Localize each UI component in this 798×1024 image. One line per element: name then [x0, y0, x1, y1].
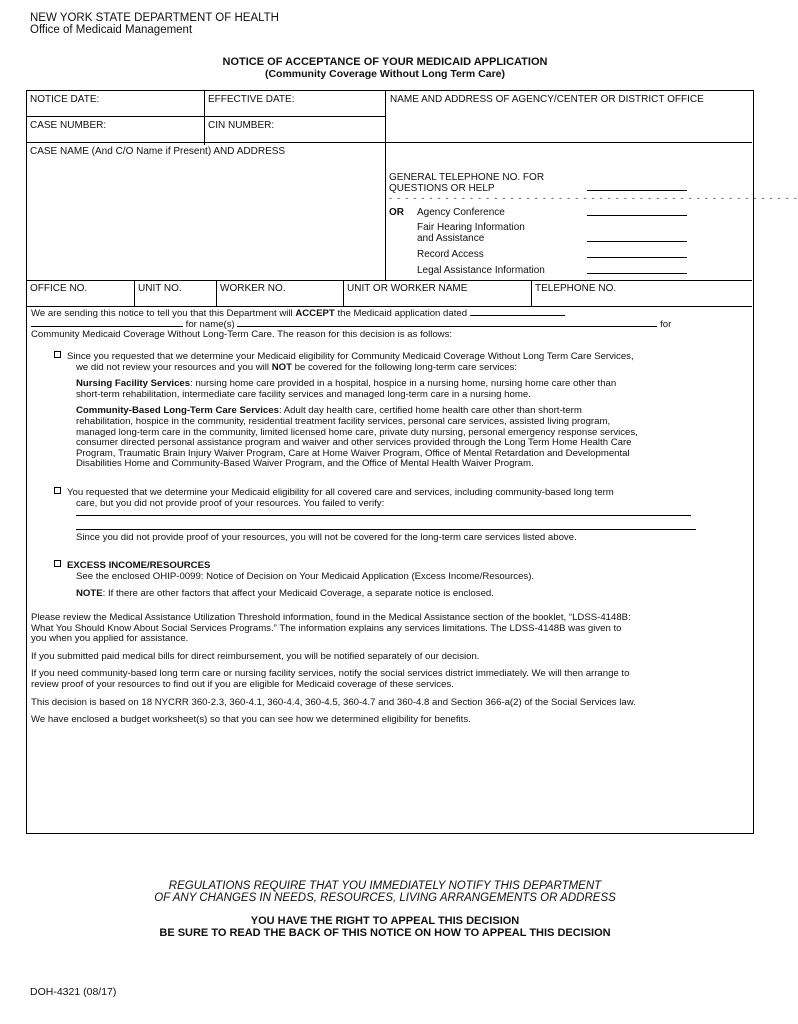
form-id: DOH-4321 (08/17)	[30, 986, 117, 998]
page-subtitle: (Community Coverage Without Long Term Care)	[264, 68, 506, 80]
case-name-label: CASE NAME (And C/O Name if Present) AND ADDRESS	[30, 146, 286, 157]
general-telephone-label: GENERAL TELEPHONE NO. FOR	[389, 172, 545, 183]
page-title: NOTICE OF ACCEPTANCE OF YOUR MEDICAID APPLICATION	[222, 56, 548, 68]
option-no-proof: You requested that we determine your Medicaid eligibility for all covered care and services, including community-based long term care, but you did not provide proof of your resources. You failed to verify: Since you did not provide proof of your resources, you will not be covered for the long-term care services listed above.	[54, 487, 746, 544]
legal-assistance-label: Legal Assistance Information	[417, 265, 545, 276]
unit-no-label: UNIT NO.	[138, 283, 182, 294]
telephone-no-label: TELEPHONE NO.	[535, 283, 617, 294]
office-name: Office of Medicaid Management	[30, 24, 193, 36]
effective-date-label: EFFECTIVE DATE:	[208, 94, 295, 105]
option-no-ltc: Since you requested that we determine your Medicaid eligibility for Community Medicaid Coverage Without Long Term Care Services, we did not review your resources and you will NOT be covered for the following long-term care services: Nursing Facility Services: nursing home care provided in a hospital, hospice in a nursing home, nursing home care other than short-term rehabilitation, intermediate care facility services and managed long-term care in a nursing home. Community-Based Long-Term Care Services: Adult day health care, certified home health care other than short-term rehabilitation, hospice in the community, residential treatment facility services, personal care services, assisted living program, managed long-term care in the community, limited licensed home care, private duty nursing, personal emergency response services, consumer directed personal assistance program and waiver and other services provided through the Long Term Home Health Care Program, Traumatic Brain Injury Waiver Program, Care at Home Waiver Program, Office of Mental Retardation and Developmental Disabilities Home and Community-Based Waiver Program, and the Office of Mental Health Waiver Program.	[54, 351, 746, 470]
agency-conference-label: Agency Conference	[417, 207, 505, 218]
regulations-line-1: REGULATIONS REQUIRE THAT YOU IMMEDIATELY NOTIFY THIS DEPARTMENT	[168, 880, 602, 892]
office-no-label: OFFICE NO.	[30, 283, 88, 294]
option-no-ltc-checkbox[interactable]	[54, 351, 61, 358]
or-label: OR	[389, 207, 404, 218]
cin-number-label: CIN NUMBER:	[208, 120, 275, 131]
regulations-line-2: OF ANY CHANGES IN NEEDS, RESOURCES, LIVING ARRANGEMENTS OR ADDRESS	[154, 892, 616, 904]
dashed-divider: - - - - - - - - - - - - - - - - - - - - - - - - - - - - - - - - - - - - - - - - - - - - - - - - - - -	[389, 193, 798, 203]
closing-paragraphs: Please review the Medical Assistance Utilization Threshold information, found in the Medical Assistance section of the booklet, “LDSS-4148B: What You Should Know About Social Services Programs.” The information explains any services limitations. The LDSS-4148B was given to you when you applied for assistance. If you submitted paid medical bills for direct reimbursement, you will be notified separately of our decision. If you need community-based long term care or nursing facility services, notify the social services district immediately. We will then arrange to review proof of your resources to find out if you are eligible for Medicaid coverage of these services. This decision is based on 18 NYCRR 360-2.3, 360-4.1, 360-4.4, 360-4.5, 360-4.7 and 360-4.8 and Section 366-a(2) of the Social Services law. We have enclosed a budget worksheet(s) so that you can see how we determined eligibility for benefits.	[31, 612, 636, 726]
verify-line-1[interactable]	[76, 515, 691, 516]
agency-address-label: NAME AND ADDRESS OF AGENCY/CENTER OR DISTRICT OFFICE	[390, 94, 704, 105]
intro-paragraph: We are sending this notice to tell you that this Department will ACCEPT the Medicaid application dated for name(s) for Community Medicaid Coverage Without Long-Term Care. The reason for this decision is as follows:	[31, 308, 672, 341]
fair-hearing-assistance-label: and Assistance	[417, 233, 485, 244]
questions-help-label: QUESTIONS OR HELP	[389, 183, 495, 194]
appeal-instructions: BE SURE TO READ THE BACK OF THIS NOTICE ON HOW TO APPEAL THIS DECISION	[159, 927, 611, 939]
appeal-right: YOU HAVE THE RIGHT TO APPEAL THIS DECISION	[250, 915, 520, 927]
option-excess-checkbox[interactable]	[54, 560, 61, 567]
record-access-label: Record Access	[417, 249, 484, 260]
fair-hearing-label: Fair Hearing Information	[417, 222, 525, 233]
verify-line-2[interactable]	[76, 529, 696, 530]
notice-date-label: NOTICE DATE:	[30, 94, 100, 105]
case-number-label: CASE NUMBER:	[30, 120, 107, 131]
unit-worker-name-label: UNIT OR WORKER NAME	[347, 283, 468, 294]
option-no-proof-checkbox[interactable]	[54, 487, 61, 494]
option-excess: EXCESS INCOME/RESOURCES See the enclosed OHIP-0099: Notice of Decision on Your Medicaid Application (Excess Income/Resources). NOTE: If there are other factors that affect your Medicaid Coverage, a separate notice is enclosed.	[54, 560, 746, 600]
agency-name: NEW YORK STATE DEPARTMENT OF HEALTH	[30, 12, 279, 24]
worker-no-label: WORKER NO.	[220, 283, 286, 294]
